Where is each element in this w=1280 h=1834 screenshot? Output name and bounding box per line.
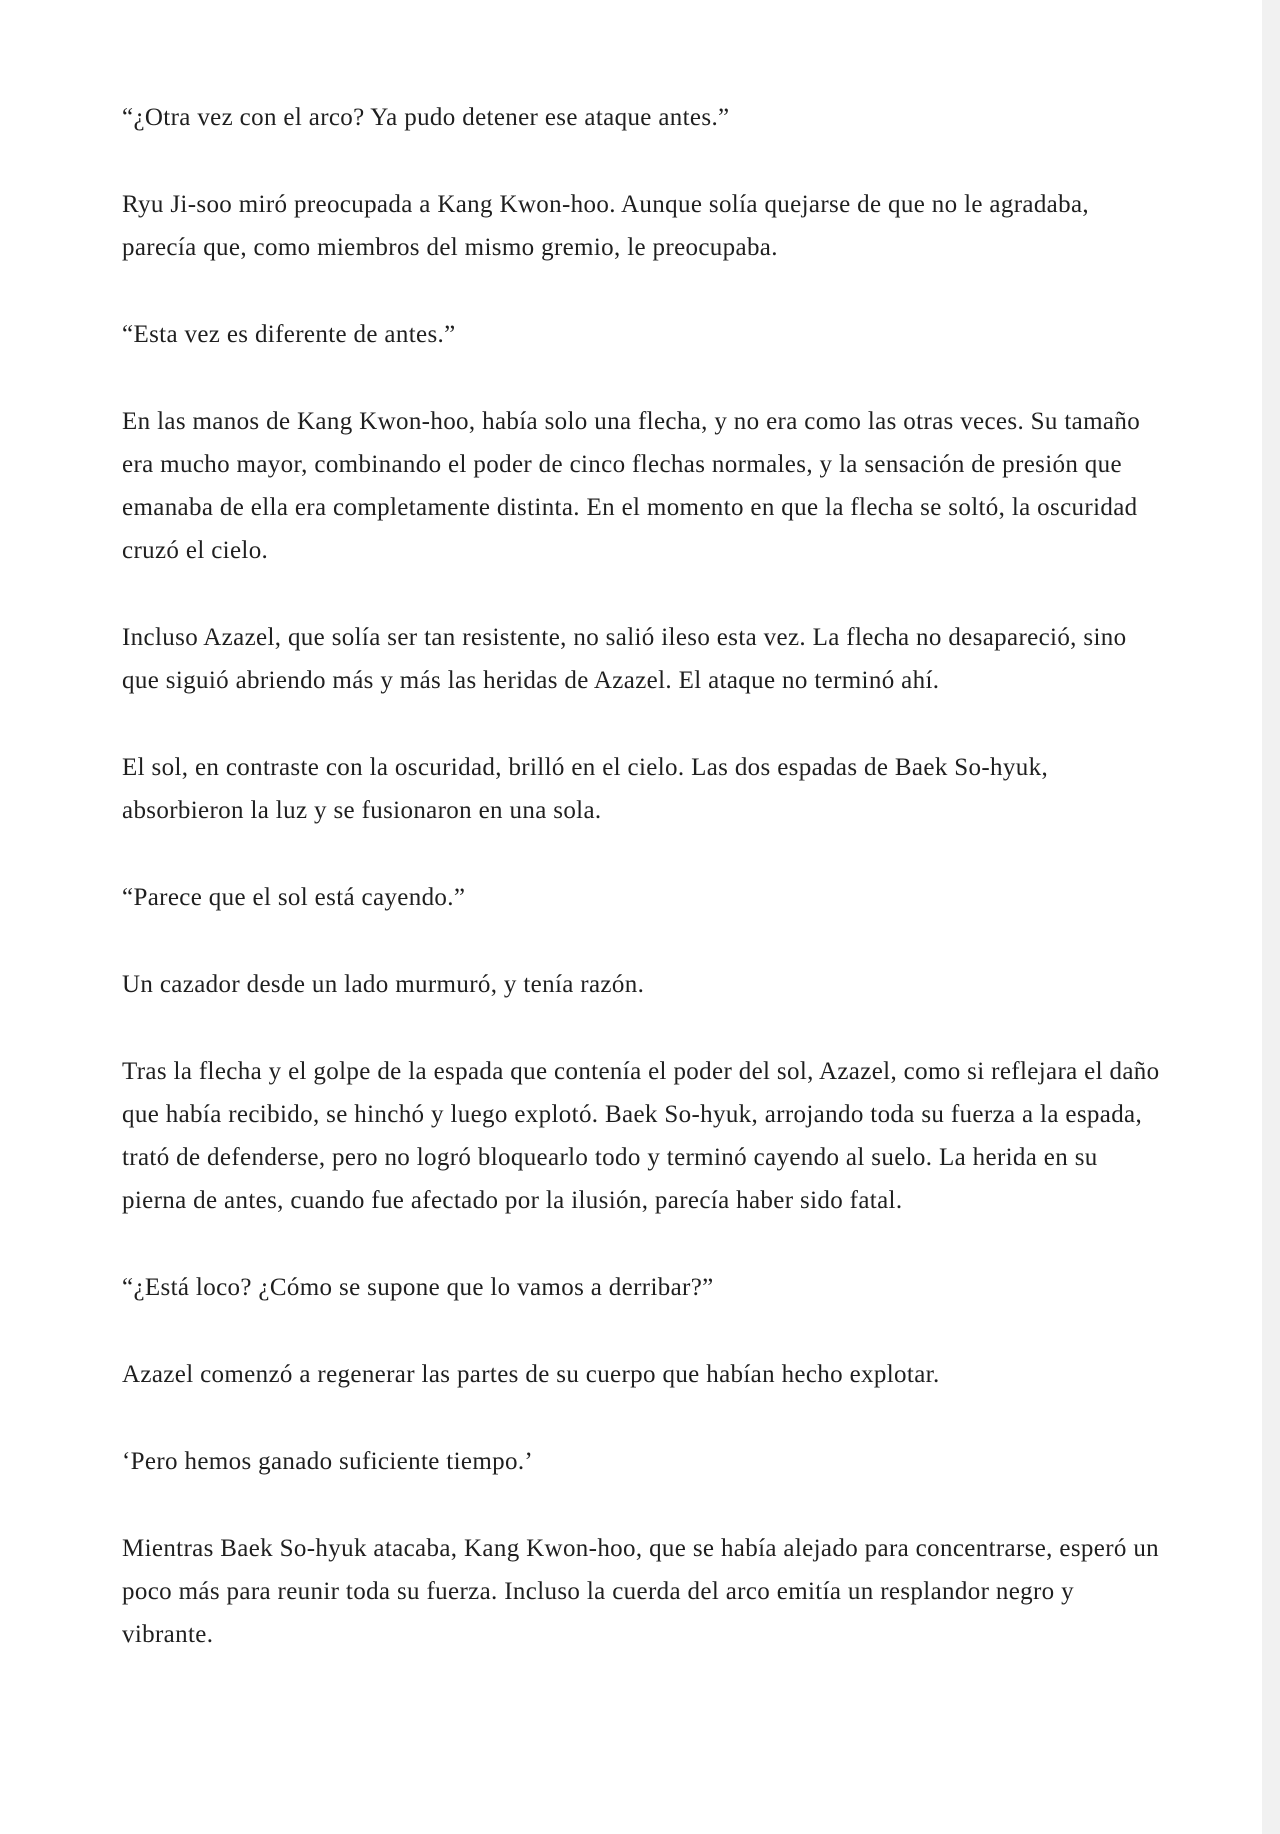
- paragraph: El sol, en contraste con la oscuridad, brilló en el cielo. Las dos espadas de Baek So-hyuk, absorbieron la luz y se fusionaron en una sola.: [122, 754, 1049, 824]
- paragraph: Ryu Ji-soo miró preocupada a Kang Kwon-hoo. Aunque solía quejarse de que no le agradaba, parecía que, como miembros del mismo gremio, le preocupaba.: [122, 191, 1090, 261]
- paragraph: “Esta vez es diferente de antes.”: [122, 321, 456, 348]
- paragraph: Un cazador desde un lado murmuró, y tenía razón.: [122, 971, 645, 998]
- paragraph: Incluso Azazel, que solía ser tan resistente, no salió ileso esta vez. La flecha no desapareció, sino que siguió abriendo más y más las heridas de Azazel. El ataque no terminó ahí.: [122, 624, 1127, 694]
- paragraph: “¿Otra vez con el arco? Ya pudo detener ese ataque antes.”: [122, 104, 730, 131]
- paragraph: “Parece que el sol está cayendo.”: [122, 884, 466, 911]
- chapter-text: [122, 96, 1162, 1700]
- scrollbar-track[interactable]: [1262, 0, 1280, 1834]
- paragraph: “¿Está loco? ¿Cómo se supone que lo vamos a derribar?”: [122, 1274, 714, 1301]
- paragraph: Azazel comenzó a regenerar las partes de su cuerpo que habían hecho explotar.: [122, 1361, 940, 1388]
- paragraph: Tras la flecha y el golpe de la espada que contenía el poder del sol, Azazel, como si reflejara el daño que había recibido, se hinchó y luego explotó. Baek So-hyuk, arrojando toda su fuerza a la espada, trató de defenderse, pero no logró bloquearlo todo y terminó cayendo al suelo. La herida en su pierna de antes, cuando fue afectado por la ilusión, parecía haber sido fatal.: [122, 1058, 1160, 1214]
- paragraph: En las manos de Kang Kwon-hoo, había solo una flecha, y no era como las otras veces. Su tamaño era mucho mayor, combinando el poder de cinco flechas normales, y la sensación de presión que emanaba de ella era completamente distinta. En el momento en que la flecha se soltó, la oscuridad cruzó el cielo.: [122, 408, 1141, 564]
- paragraph: Mientras Baek So-hyuk atacaba, Kang Kwon-hoo, que se había alejado para concentrarse, esperó un poco más para reunir toda su fuerza. Incluso la cuerda del arco emitía un resplandor negro y vibrante.: [122, 1535, 1160, 1648]
- paragraph: ‘Pero hemos ganado suficiente tiempo.’: [122, 1448, 534, 1475]
